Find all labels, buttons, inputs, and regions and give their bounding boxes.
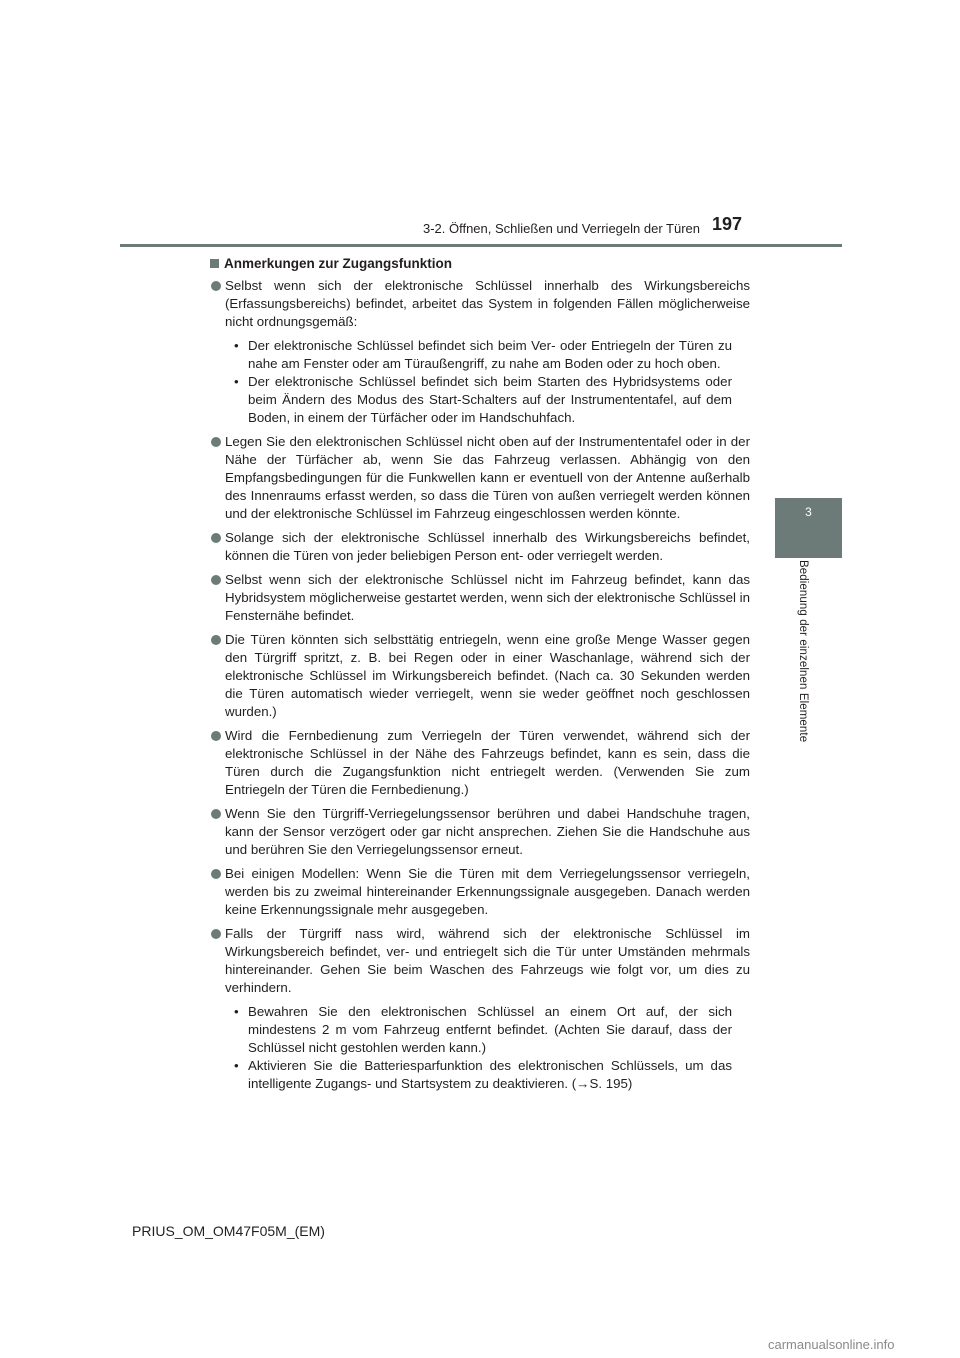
round-bullet-icon — [211, 533, 221, 543]
round-bullet-icon — [211, 437, 221, 447]
section-title: 3-2. Öffnen, Schließen und Verriegeln der Türen — [422, 221, 700, 236]
list-item — [210, 865, 750, 919]
watermark: carmanualsonline.info — [768, 1337, 895, 1352]
list-item — [210, 925, 750, 1093]
bullet-point-icon: • — [234, 374, 239, 389]
bullet-point-icon: • — [234, 1004, 239, 1019]
bullet-point-icon: • — [234, 338, 239, 353]
list-item — [210, 433, 750, 523]
round-bullet-icon — [211, 809, 221, 819]
bullet-point-icon: • — [234, 1058, 239, 1073]
chapter-number: 3 — [805, 505, 812, 519]
list-item-text: Die Türen könnten sich selbsttätig entriegeln, wenn eine große Menge Wasser gegen den Türgriff spritzt, z. B. bei Regen oder in einer Waschanlage, während sich der elektronische Schlüssel im Wirkungsbereich befindet. (Nach ca. 30 Sekunden werden die Türen automatisch wieder verriegelt, wenn sie weder geöffnet noch geschlossen wurden.) — [225, 632, 750, 719]
sub-list — [225, 337, 750, 427]
list-item-text: Falls der Türgriff nass wird, während sich der elektronische Schlüssel im Wirkungsbereich befindet, ver- und entriegelt sich die Tür unter Umständen mehrmals hintereinander. Gehen Sie beim Waschen des Fahrzeugs wie folgt vor, um dies zu verhindern. — [225, 926, 750, 995]
list-item-text: Selbst wenn sich der elektronische Schlüssel innerhalb des Wirkungsbereichs (Erfassungsbereichs) befindet, arbeitet das System in folgenden Fällen möglicherweise nicht ordnungsgemäß: — [225, 278, 750, 329]
round-bullet-icon — [211, 929, 221, 939]
header-rule — [120, 244, 842, 247]
list-item-text: Bei einigen Modellen: Wenn Sie die Türen mit dem Verriegelungssensor verriegeln, werden bis zu zweimal hintereinander Erkennungssignale ausgegeben. Danach werden keine Erkennungssignale mehr ausgegeben. — [225, 866, 750, 917]
document-code: PRIUS_OM_OM47F05M_(EM) — [132, 1223, 325, 1239]
list-item — [210, 571, 750, 625]
round-bullet-icon — [211, 281, 221, 291]
sub-list-item — [225, 1003, 750, 1057]
sub-list — [225, 1003, 750, 1093]
list-item — [210, 277, 750, 427]
list-item — [210, 805, 750, 859]
sub-list-item-text: Der elektronische Schlüssel befindet sich beim Starten des Hybridsystems oder beim Ändern des Modus des Start-Schalters auf der Instrumententafel, auf dem Boden, in einem der Türfächer oder im Handschuhfach. — [248, 374, 732, 425]
list-item — [210, 529, 750, 565]
round-bullet-icon — [211, 731, 221, 741]
list-item-text: Legen Sie den elektronischen Schlüssel nicht oben auf der Instrumententafel oder in der Nähe der Türfächer ab, wenn Sie das Fahrzeug verlassen. Abhängig von den Empfangsbedingungen für die Funkwellen kann er eventuell von der Antenne außerhalb des Innenraums erfasst werden, so dass die Türen von außen verriegelt werden können und der elektronische Schlüssel im Fahrzeug eingeschlossen werden könnte. — [225, 434, 750, 521]
bullet-list — [210, 277, 750, 1093]
section-content — [210, 254, 750, 1099]
sub-list-item-text: Der elektronische Schlüssel befindet sich beim Ver- oder Entriegeln der Türen zu nahe am Fenster oder am Türaußengriff, zu nahe am Boden oder zu hoch oben. — [248, 338, 732, 371]
list-item-text: Wird die Fernbedienung zum Verriegeln der Türen verwendet, während sich der elektronische Schlüssel in der Nähe des Fahrzeugs befindet, kann es sein, dass die Türen durch die Zugangsfunktion nicht entriegelt werden. (Verwenden Sie zum Entriegeln der Türen die Fernbedienung.) — [225, 728, 750, 797]
round-bullet-icon — [211, 869, 221, 879]
square-bullet-icon — [210, 259, 219, 268]
chapter-title: Bedienung der einzelnen Elemente — [797, 560, 809, 743]
sub-list-item-text: Bewahren Sie den elektronischen Schlüssel an einem Ort auf, der sich mindestens 2 m vom Fahrzeug entfernt befindet. (Achten Sie darauf, dass der Schlüssel nicht gestohlen werden kann.) — [248, 1004, 732, 1055]
section-heading — [210, 254, 750, 273]
page-number: 197 — [712, 214, 743, 234]
sub-list-item-text: Aktivieren Sie die Batteriesparfunktion des elektronischen Schlüssels, um das intelligente Zugangs- und Startsystem zu deaktivieren. (→S. 195) — [248, 1058, 732, 1091]
sub-list-item — [225, 373, 750, 427]
list-item-text: Selbst wenn sich der elektronische Schlüssel nicht im Fahrzeug befindet, kann das Hybridsystem möglicherweise gestartet werden, wenn sich der elektronische Schlüssel in Fensternähe befindet. — [225, 572, 750, 623]
round-bullet-icon — [211, 575, 221, 585]
section-heading-text: Anmerkungen zur Zugangsfunktion — [224, 256, 452, 271]
list-item — [210, 631, 750, 721]
list-item — [210, 727, 750, 799]
sub-list-item — [225, 337, 750, 373]
list-item-text: Wenn Sie den Türgriff-Verriegelungssensor berühren und dabei Handschuhe tragen, kann der Sensor verzögert oder gar nicht ansprechen. Ziehen Sie die Handschuhe aus und berühren Sie den Verriegelungssensor erneut. — [225, 806, 750, 857]
list-item-text: Solange sich der elektronische Schlüssel innerhalb des Wirkungsbereichs befindet, können die Türen von jeder beliebigen Person ent- oder verriegelt werden. — [225, 530, 750, 563]
round-bullet-icon — [211, 635, 221, 645]
sub-list-item — [225, 1057, 750, 1093]
